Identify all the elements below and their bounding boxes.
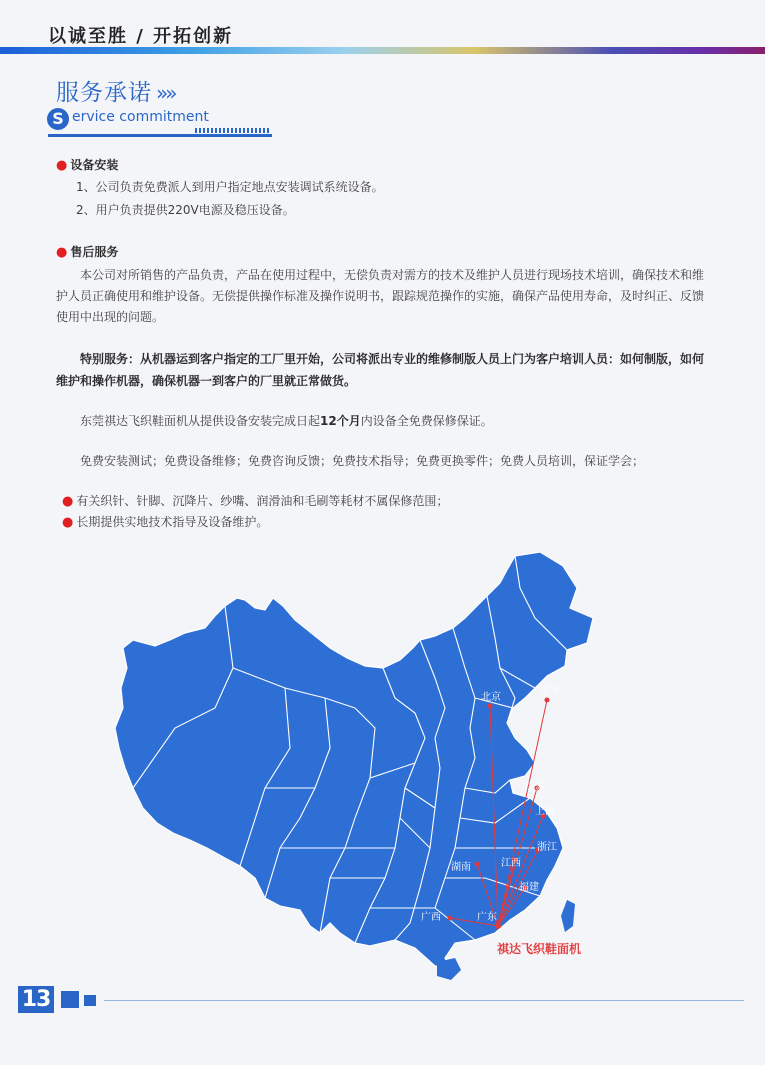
label-jiangsu: 江苏 bbox=[525, 782, 545, 793]
origin-label: 祺达飞织鞋面机 bbox=[497, 942, 582, 956]
bullet-icon: ● bbox=[62, 515, 74, 530]
map-svg bbox=[115, 548, 595, 1000]
section-subtitle: ervice commitment bbox=[72, 109, 209, 125]
chevrons-icon: »» bbox=[156, 81, 175, 105]
china-service-map bbox=[115, 548, 595, 1000]
title-underline bbox=[48, 134, 272, 137]
label-shanghai: 上海 bbox=[535, 806, 555, 817]
subtitle-s-badge: S bbox=[47, 108, 69, 130]
label-liaoning: 辽宁 bbox=[540, 685, 560, 696]
aftersales-heading-row bbox=[56, 243, 706, 262]
bullet-icon: ● bbox=[56, 245, 68, 260]
section-title-text: 服务承诺 bbox=[56, 80, 152, 106]
china-map-shape bbox=[115, 552, 593, 968]
note-1 bbox=[56, 492, 706, 511]
footer-rule bbox=[104, 1000, 744, 1001]
bullet-icon: ● bbox=[62, 494, 74, 509]
aftersales-para-1: 本公司对所销售的产品负责，产品在使用过程中，无偿负责对需方的技术及维护人员进行现场技术培训，确保技术和维护人员正确使用和维护设备。无偿提供操作标准及操作说明书，跟踪规范操作的实施，确保产品使用寿命，及时纠正、反馈使用中出现的问题。 bbox=[56, 268, 705, 324]
label-hunan: 湖南 bbox=[451, 862, 471, 873]
label-guangxi: 广西 bbox=[421, 912, 441, 923]
footer-square-large bbox=[61, 991, 79, 1008]
hainan-island bbox=[437, 958, 461, 980]
section-title bbox=[56, 74, 174, 107]
special-service-para: 特别服务：从机器运到客户指定的工厂里开始，公司将派出专业的维修制版人员上门为客户培训人员：如何制版，如何维护和操作机器，确保机器一到客户的厂里就正常做货。 bbox=[56, 352, 705, 388]
warranty-duration: 12个月 bbox=[320, 414, 361, 428]
warranty-para bbox=[56, 412, 706, 431]
label-zhejiang: 浙江 bbox=[537, 842, 557, 853]
header-color-stripe bbox=[0, 47, 765, 54]
label-guangdong: 广东 bbox=[477, 912, 497, 923]
page-number: 13 bbox=[18, 986, 54, 1013]
label-jiangxi: 江西 bbox=[501, 858, 521, 869]
note-2-text: 长期提供实地技术指导及设备维护。 bbox=[76, 515, 269, 529]
content-body bbox=[56, 150, 706, 532]
title-tick-decoration bbox=[195, 128, 271, 133]
note-2 bbox=[56, 513, 706, 532]
taiwan-island bbox=[561, 900, 575, 932]
install-heading-row bbox=[56, 156, 706, 175]
note-1-text: 有关织针、针脚、沉降片、纱嘴、润滑油和毛刷等耗材不属保修范围； bbox=[76, 494, 449, 508]
bullet-icon: ● bbox=[56, 158, 68, 173]
install-item-1: 1、公司负责免费派人到用户指定地点安装调试系统设备。 bbox=[76, 180, 384, 194]
aftersales-heading: 售后服务 bbox=[70, 245, 119, 259]
install-heading: 设备安装 bbox=[70, 158, 119, 172]
header-bar bbox=[0, 0, 765, 58]
install-item-2: 2、用户负责提供220V电源及稳压设备。 bbox=[76, 203, 295, 217]
footer-square-small bbox=[84, 995, 96, 1006]
label-beijing: 北京 bbox=[481, 692, 501, 703]
header-slogan: 以诚至胜 / 开拓创新 bbox=[48, 26, 234, 47]
warranty-text-a: 东莞祺达飞织鞋面机从提供设备安装完成日起 bbox=[80, 414, 321, 428]
label-fujian: 福建 bbox=[519, 882, 539, 893]
free-services-para: 免费安装测试；免费设备维修；免费咨询反馈；免费技术指导；免费更换零件；免费人员培训，保证学会； bbox=[80, 454, 645, 468]
warranty-text-c: 内设备全免费保修保证。 bbox=[360, 414, 493, 428]
